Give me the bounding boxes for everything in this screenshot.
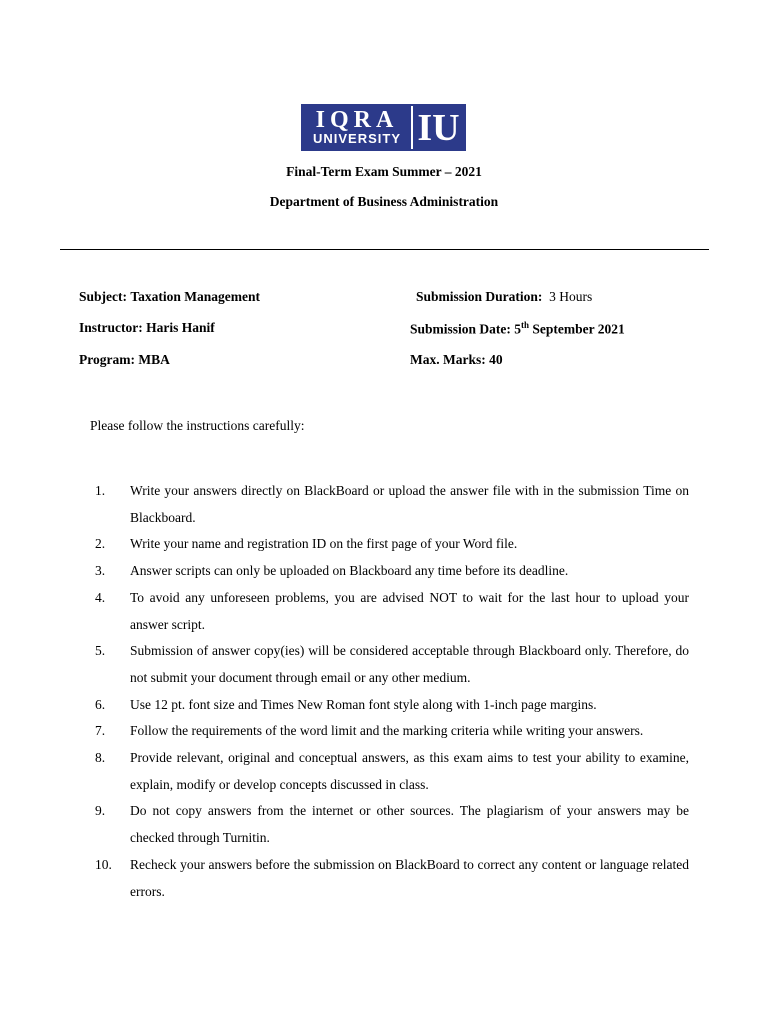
submission-date-suffix: th (521, 320, 530, 330)
logo-name-line1: IQRA (315, 107, 399, 133)
list-item-text: To avoid any unforeseen problems, you are advised NOT to wait for the last hour to upload your answer script. (130, 589, 689, 632)
subject-value: Taxation Management (130, 289, 261, 304)
subject-label: Subject: (79, 289, 127, 304)
list-item-text: Write your name and registration ID on the first page of your Word file. (130, 536, 518, 552)
duration-value: 3 Hours (549, 289, 593, 304)
max-marks-field (410, 352, 503, 368)
list-item (95, 798, 689, 851)
list-item-number: 9. (95, 803, 106, 819)
list-item-number: 2. (95, 536, 106, 552)
logo-wordmark (303, 106, 411, 149)
header-divider (60, 249, 709, 250)
max-marks-value: 40 (489, 352, 503, 367)
list-item (95, 692, 689, 719)
list-item-number: 10. (95, 856, 112, 872)
list-item-text: Follow the requirements of the word limit and the marking criteria while writing your answers. (130, 723, 644, 739)
list-item-text: Provide relevant, original and conceptual answers, as this exam aims to test your ability to examine, explain, modify or develop concepts discussed in class. (130, 750, 689, 792)
list-item-number: 5. (95, 643, 106, 659)
university-logo (301, 104, 466, 151)
instructor-value: Haris Hanif (146, 320, 215, 335)
department-title: Department of Business Administration (269, 194, 499, 209)
submission-date-field (410, 320, 625, 338)
list-item-text: Answer scripts can only be uploaded on Blackboard any time before its deadline. (130, 563, 569, 579)
max-marks-label: Max. Marks: (410, 352, 486, 367)
list-item (95, 745, 689, 798)
list-item (95, 478, 689, 531)
program-label: Program: (79, 352, 135, 367)
list-item-number: 1. (95, 483, 106, 498)
logo-name-line2: UNIVERSITY (312, 131, 401, 146)
submission-date-rest: September 2021 (532, 321, 625, 337)
submission-date-label: Submission Date: (410, 321, 511, 337)
list-item (95, 718, 689, 745)
logo-monogram: IU (413, 106, 464, 149)
list-item-text: Write your answers directly on BlackBoard or upload the answer file with in the submission Time on Blackboard. (130, 483, 689, 525)
duration-label: Submission Duration: (416, 289, 543, 304)
exam-title: Final-Term Exam Summer – 2021 (286, 164, 482, 179)
list-item (95, 531, 689, 558)
list-item-text: Recheck your answers before the submission on BlackBoard to correct any content or language related errors. (130, 856, 689, 899)
instructor-label: Instructor: (79, 320, 143, 335)
list-item-text: Use 12 pt. font size and Times New Roman font style along with 1-inch page margins. (130, 696, 597, 712)
list-item (95, 558, 689, 585)
list-item-number: 3. (95, 563, 106, 579)
submission-date-day: 5 (514, 321, 522, 337)
program-field (79, 352, 170, 368)
list-item (95, 852, 689, 905)
list-item-number: 7. (95, 723, 106, 739)
instructor-field (79, 320, 215, 336)
list-item-text: Submission of answer copy(ies) will be considered acceptable through Blackboard only. Therefore, do not submit your document through email or any other medium. (130, 643, 689, 685)
list-item-number: 4. (95, 589, 106, 605)
list-item-number: 6. (95, 696, 106, 712)
instructions-intro: Please follow the instructions carefully: (90, 418, 305, 433)
instructions-list (95, 478, 689, 905)
list-item (95, 638, 689, 691)
program-value: MBA (138, 352, 170, 367)
subject-field (79, 289, 260, 305)
list-item (95, 585, 689, 638)
list-item-text: Do not copy answers from the internet or other sources. The plagiarism of your answers may be checked through Turnitin. (130, 803, 689, 846)
duration-field (416, 289, 592, 305)
list-item-number: 8. (95, 750, 106, 766)
